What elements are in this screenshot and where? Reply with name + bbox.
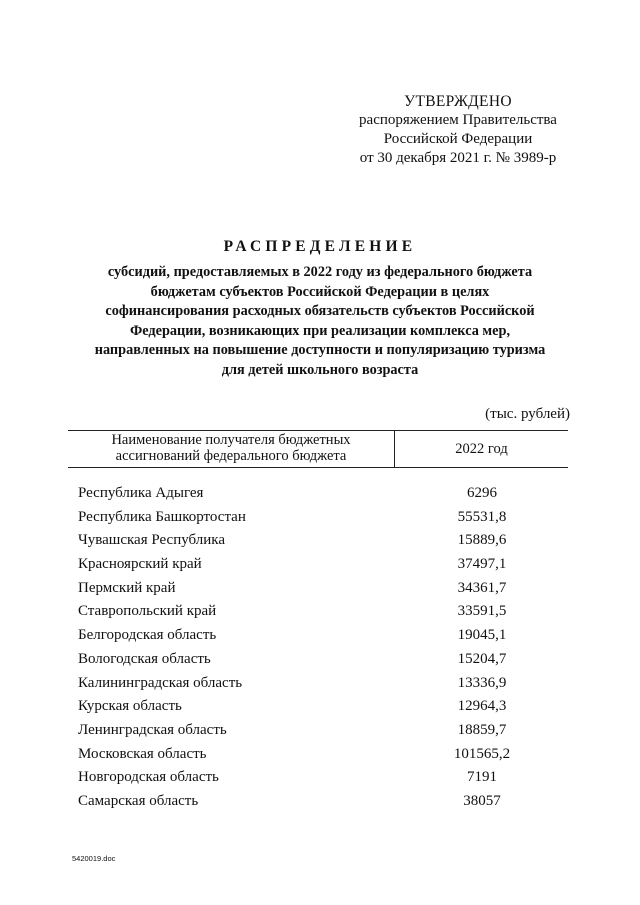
subsidy-amount: 55531,8 xyxy=(457,508,507,525)
region-name: Республика Башкортостан xyxy=(78,508,246,525)
table-row xyxy=(78,721,578,745)
subtitle-line: софинансирования расходных обязательств субъектов Российской xyxy=(105,303,535,320)
subsidy-amount: 18859,7 xyxy=(457,721,507,738)
subtitle-line: бюджетам субъектов Российской Федерации в целях xyxy=(150,283,490,300)
subsidy-amount: 19045,1 xyxy=(457,627,507,644)
table-row xyxy=(78,650,578,674)
approval-line-2: Российской Федерации xyxy=(383,131,533,147)
subtitle-line: Федерации, возникающих при реализации комплекса мер, xyxy=(129,322,511,339)
subsidy-amount: 13336,9 xyxy=(457,674,507,691)
table-row xyxy=(78,484,578,508)
table-row xyxy=(78,531,578,555)
region-name: Калининградская область xyxy=(78,674,243,691)
region-name: Новгородская область xyxy=(78,769,219,786)
subsidy-amount: 37497,1 xyxy=(457,556,507,573)
table-row xyxy=(78,768,578,792)
subsidy-amount: 7191 xyxy=(467,769,497,786)
approval-line-3: от 30 декабря 2021 г. № 3989-р xyxy=(359,150,557,166)
table-row xyxy=(78,792,578,816)
document-title-block xyxy=(60,238,580,381)
table-row xyxy=(78,508,578,532)
document-title: РАСПРЕДЕЛЕНИЕ xyxy=(223,238,417,255)
units-label: (тыс. рублей) xyxy=(485,406,570,422)
region-name: Ставропольский край xyxy=(78,603,217,620)
region-name: Самарская область xyxy=(78,792,199,809)
header-year: 2022 год xyxy=(455,441,508,457)
file-reference: 5420019.doc xyxy=(72,854,116,863)
subtitle-line: для детей школьного возраста xyxy=(221,361,419,378)
approved-heading: УТВЕРЖДЕНО xyxy=(404,93,512,110)
approval-line-1: распоряжением Правительства xyxy=(359,112,557,128)
table-header xyxy=(68,430,568,468)
subsidy-amount: 15889,6 xyxy=(457,532,507,549)
subsidy-amount: 12964,3 xyxy=(457,698,507,715)
region-name: Чувашская Республика xyxy=(78,532,226,549)
table-row xyxy=(78,579,578,603)
subsidy-amount: 38057 xyxy=(463,792,501,809)
header-name-line: Наименование получателя бюджетных xyxy=(111,432,351,448)
region-name: Курская область xyxy=(78,698,182,715)
subsidy-amount: 34361,7 xyxy=(457,579,507,596)
header-name-line: ассигнований федерального бюджета xyxy=(115,447,347,464)
region-name: Республика Адыгея xyxy=(78,485,204,501)
table-row xyxy=(78,745,578,769)
region-name: Ленинградская область xyxy=(78,721,227,738)
region-name: Пермский край xyxy=(78,579,176,596)
subsidy-amount: 33591,5 xyxy=(457,603,507,620)
subtitle-line: субсидий, предоставляемых в 2022 году из федерального бюджета xyxy=(107,264,533,280)
region-name: Красноярский край xyxy=(78,556,202,573)
region-name: Вологодская область xyxy=(78,650,211,667)
subsidy-amount: 101565,2 xyxy=(453,745,511,762)
subsidy-amount: 6296 xyxy=(467,485,497,501)
document-subtitle xyxy=(60,263,580,381)
approval-stamp xyxy=(340,92,576,168)
header-recipient-name xyxy=(68,431,395,467)
table-row xyxy=(78,602,578,626)
table-body xyxy=(78,484,578,816)
region-name: Московская область xyxy=(78,745,207,762)
table-row xyxy=(78,555,578,579)
table-row xyxy=(78,697,578,721)
subsidy-amount: 15204,7 xyxy=(457,650,507,667)
region-name: Белгородская область xyxy=(78,627,217,644)
table-row xyxy=(78,626,578,650)
subtitle-line: направленных на повышение доступности и популяризацию туризма xyxy=(94,342,546,359)
table-row xyxy=(78,674,578,698)
